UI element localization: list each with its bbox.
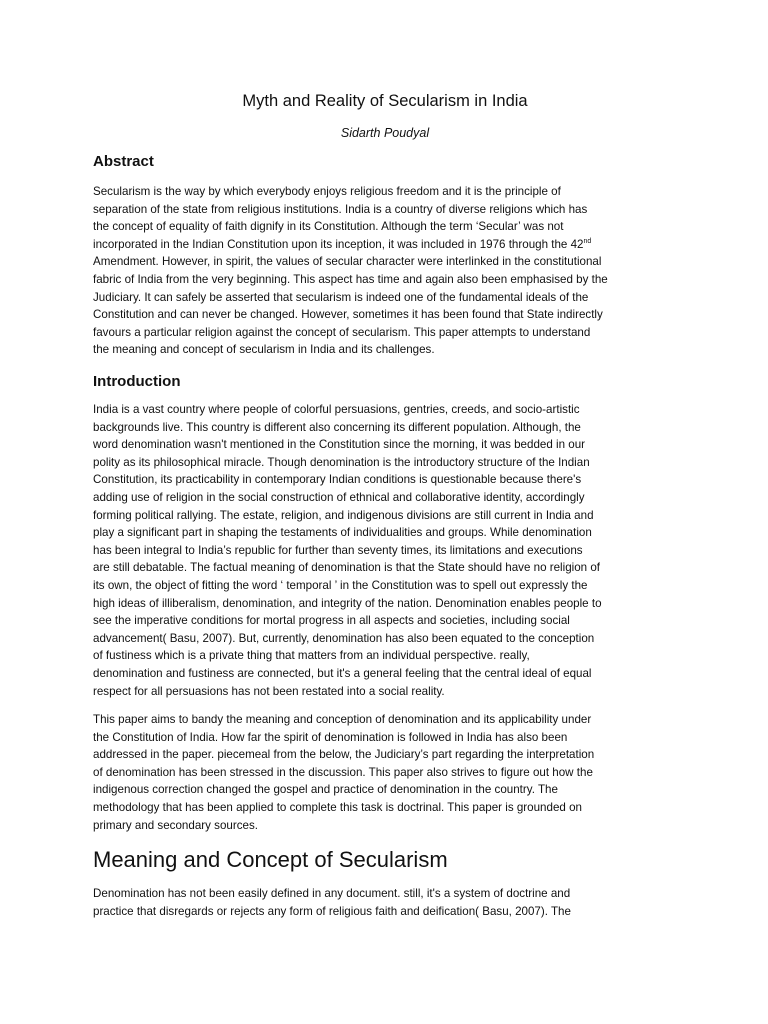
text-line	[93, 799, 677, 817]
text-line	[93, 729, 677, 747]
text-line-content: fabric of India from the very beginning. This aspect has time and again also been emphasised by the	[93, 272, 608, 286]
text-line	[93, 885, 677, 903]
text-line	[93, 903, 677, 921]
text-line	[93, 289, 677, 307]
text-line-content: Constitution and can never be changed. However, sometimes it has been found that State indirectly	[93, 308, 603, 322]
text-line	[93, 218, 677, 236]
text-line	[93, 817, 677, 835]
text-line-content: indigenous correction changed the gospel and practice of denomination in the country. The	[93, 783, 558, 797]
text-line	[93, 559, 677, 577]
text-line-content: incorporated in the Indian Constitution upon its inception, it was included in 1976 through the 42	[93, 237, 584, 251]
text-line	[93, 764, 677, 782]
text-line-content: polity as its philosophical miracle. Though denomination is the introductory structure of the Indian	[93, 455, 590, 469]
text-line	[93, 630, 677, 648]
text-line	[93, 683, 677, 701]
text-line	[93, 647, 677, 665]
text-line-content: see the imperative conditions for mortal progress in all aspects and societies, including social	[93, 614, 570, 628]
text-line-content: addressed in the paper. piecemeal from the below, the Judiciary’s part regarding the interpretation	[93, 748, 595, 762]
text-line	[93, 201, 677, 219]
text-line-content: Judiciary. It can safely be asserted that secularism is indeed one of the fundamental ideals of the	[93, 290, 589, 304]
text-line-content: This paper aims to bandy the meaning and conception of denomination and its applicability under	[93, 713, 592, 726]
text-line-content: separation of the state from religious institutions. India is a country of diverse religions which has	[93, 202, 588, 216]
abstract-heading: Abstract	[93, 153, 154, 170]
text-line-content: of denomination has been stressed in the discussion. This paper also strives to figure out how the	[93, 765, 593, 779]
text-line	[93, 781, 677, 799]
text-line	[93, 419, 677, 437]
text-line-content: respect for all persuasions has not been restated into a social reality.	[93, 684, 445, 698]
text-line-content: the concept of equality of faith dignify in its Constitution. Although the term ‘Secular’ was not	[93, 220, 564, 234]
text-line-content: India is a vast country where people of colorful persuasions, gentries, creeds, and socio-artistic	[93, 403, 580, 416]
text-line-content: play a significant part in shaping the testaments of individualities and groups. While denomination	[93, 526, 592, 540]
abstract-paragraph	[93, 183, 677, 359]
text-line-content: the meaning and concept of secularism in India and its challenges.	[93, 343, 435, 357]
text-line	[93, 401, 677, 419]
text-line	[93, 324, 677, 342]
introduction-heading: Introduction	[93, 373, 181, 390]
introduction-paragraph-2	[93, 711, 677, 834]
text-line-content: high ideas of illiberalism, denomination, and integrity of the nation. Denomination enables people to	[93, 596, 602, 610]
text-line-content: of fustiness which is a private thing that matters from an individual perspective. really,	[93, 649, 530, 663]
text-line	[93, 507, 677, 525]
text-line-content: favours a particular religion against the concept of secularism. This paper attempts to understand	[93, 325, 591, 339]
text-line-content: primary and secondary sources.	[93, 818, 258, 832]
text-line-content: Secularism is the way by which everybody enjoys religious freedom and it is the principle of	[93, 185, 561, 198]
text-line-content: the Constitution of India. How far the spirit of denomination is followed in India has also been	[93, 730, 568, 744]
text-line-content: backgrounds live. This country is different also concerning its different population. Although, the	[93, 420, 581, 434]
text-line	[93, 524, 677, 542]
text-line-content: are still debatable. The factual meaning of denomination is that the State should have no religion of	[93, 561, 601, 575]
text-line	[93, 341, 677, 359]
text-line-content: Denomination has not been easily defined in any document. still, it's a system of doctrine and	[93, 887, 571, 900]
text-line	[93, 436, 677, 454]
text-line-content: practice that disregards or rejects any form of religious faith and deification( Basu, 2007). The	[93, 904, 571, 918]
document-author: Sidarth Poudyal	[340, 126, 430, 140]
text-line-content: Amendment. However, in spirit, the values of secular character were interlinked in the constitutional	[93, 255, 602, 269]
text-line	[93, 746, 677, 764]
text-line	[93, 665, 677, 683]
text-line	[93, 489, 677, 507]
text-line	[93, 612, 677, 630]
text-line-content: advancement( Basu, 2007). But, currently, denomination has also been equated to the conception	[93, 631, 595, 645]
document-title: Myth and Reality of Secularism in India	[242, 92, 528, 110]
text-line-content: adding use of religion in the social construction of ethnical and collaborative identity, accordingly	[93, 490, 585, 504]
introduction-paragraph-1	[93, 401, 677, 700]
text-line	[93, 253, 677, 271]
text-line-content: word denomination wasn't mentioned in the Constitution since the morning, it was bedded in our	[93, 438, 586, 452]
text-line-content: Constitution, its practicability in contemporary Indian conditions is questionable because there's	[93, 473, 582, 487]
text-line-content: denomination and fustiness are connected, but it's a general feeling that the central ideal of equal	[93, 666, 592, 680]
text-line	[93, 271, 677, 289]
text-line-content: its own, the object of fitting the word ‘ temporal ’ in the Constitution was to spell out expressly the	[93, 578, 588, 592]
text-line	[93, 236, 677, 254]
text-line	[93, 471, 677, 489]
text-line	[93, 454, 677, 472]
text-line	[93, 595, 677, 613]
section-heading: Meaning and Concept of Secularism	[93, 847, 448, 872]
section-paragraph-1	[93, 885, 677, 920]
text-line-content: forming political rallying. The estate, religion, and indigenous divisions are still current in India and	[93, 508, 594, 522]
text-line	[93, 711, 677, 729]
text-line	[93, 542, 677, 560]
text-line	[93, 577, 677, 595]
text-line	[93, 183, 677, 201]
text-line-content: has been integral to India’s republic for further than seventy times, its limitations and executions	[93, 543, 583, 557]
text-line	[93, 306, 677, 324]
text-line-content: methodology that has been applied to complete this task is doctrinal. This paper is grounded on	[93, 800, 582, 814]
ordinal-superscript: nd	[583, 237, 592, 245]
